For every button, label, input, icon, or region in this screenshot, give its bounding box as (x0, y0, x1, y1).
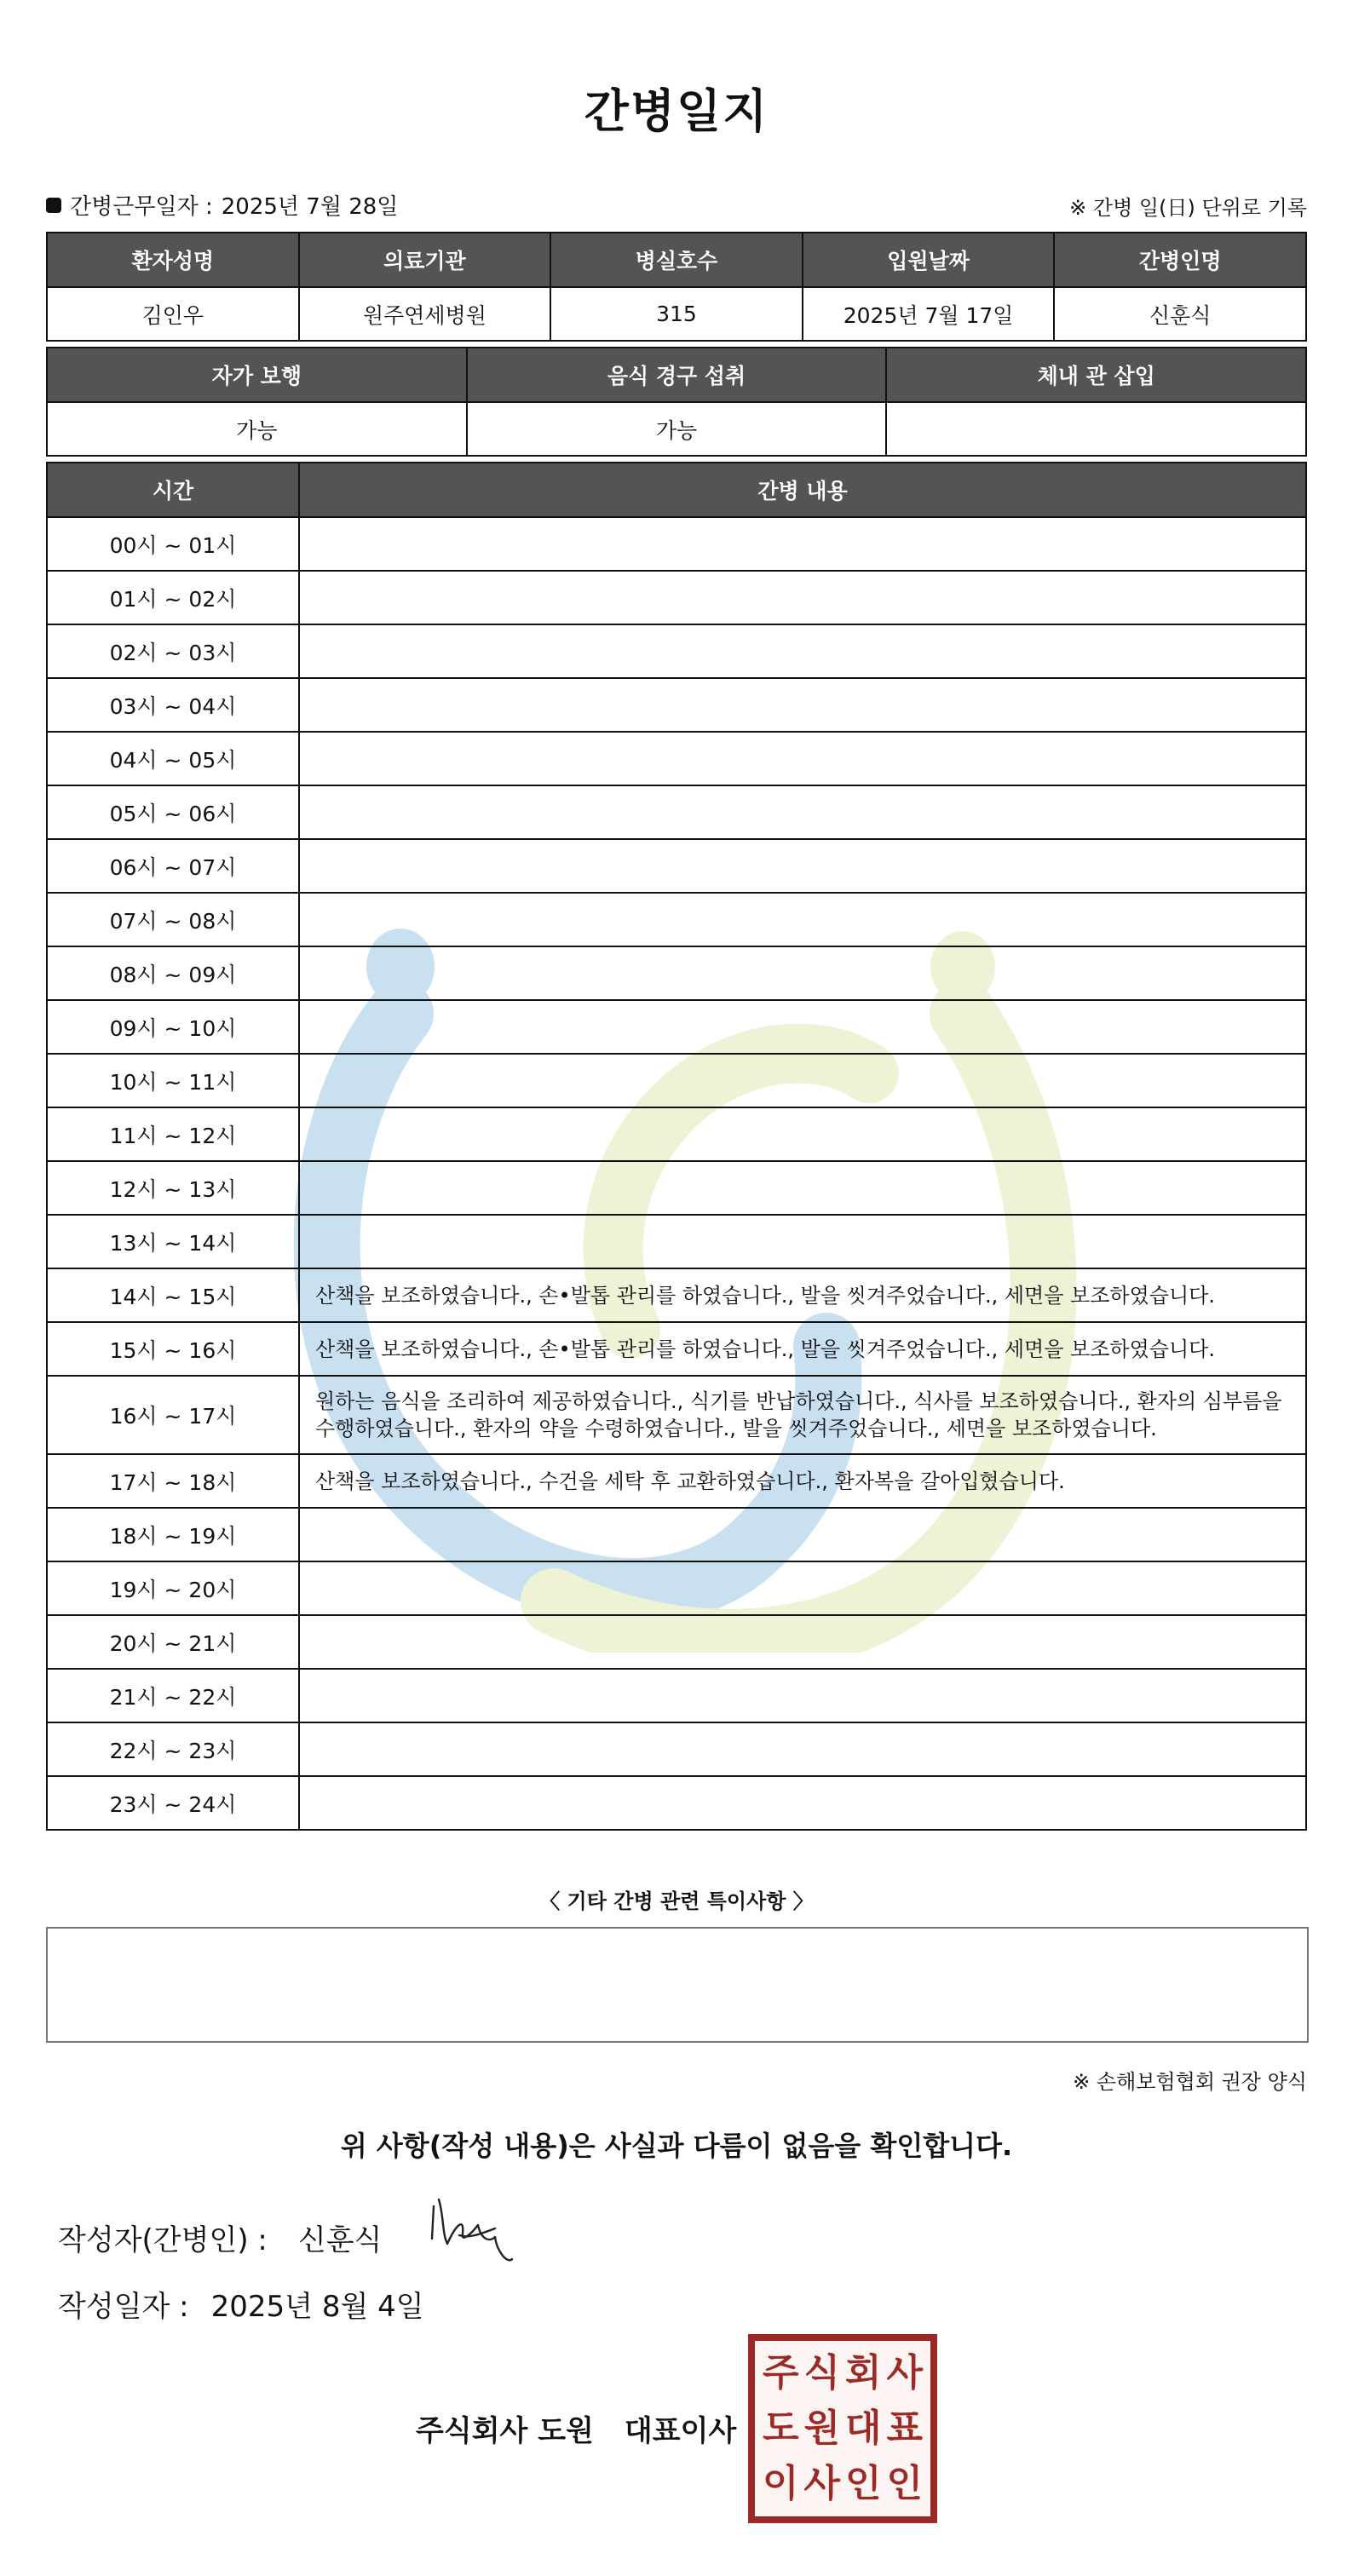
log-time: 03시 ~ 04시 (47, 678, 299, 732)
log-row (47, 839, 1306, 893)
log-row (47, 1561, 1306, 1615)
log-time: 06시 ~ 07시 (47, 839, 299, 893)
company-role: 대표이사 (624, 2414, 737, 2448)
remarks-heading: 〈 기타 간병 관련 특이사항 〉 (539, 1889, 814, 1913)
company-line (416, 2407, 736, 2449)
written-date-line (58, 2283, 424, 2325)
patient-status-table (46, 347, 1307, 457)
admission-date: 2025년 7월 17일 (803, 287, 1055, 341)
log-row (47, 1722, 1306, 1776)
log-time: 15시 ~ 16시 (47, 1322, 299, 1376)
log-content (299, 1561, 1306, 1615)
seal-character: 사 (803, 2461, 840, 2505)
log-row (47, 893, 1306, 946)
page-title: 간병일지 (584, 84, 769, 138)
log-content (299, 1722, 1306, 1776)
log-time: 07시 ~ 08시 (47, 893, 299, 946)
log-row (47, 1376, 1306, 1454)
seal-character: 인 (844, 2461, 882, 2505)
log-time: 10시 ~ 11시 (47, 1054, 299, 1107)
log-content (299, 1161, 1306, 1215)
header-room: 병실호수 (550, 233, 803, 287)
log-time: 20시 ~ 21시 (47, 1615, 299, 1669)
log-content (299, 1215, 1306, 1268)
log-row (47, 624, 1306, 678)
log-time: 16시 ~ 17시 (47, 1376, 299, 1454)
work-date-value: 2025년 7월 28일 (221, 194, 399, 220)
log-time: 17시 ~ 18시 (47, 1454, 299, 1508)
company-name: 주식회사 도원 (416, 2414, 594, 2448)
log-row (47, 1054, 1306, 1107)
log-row (47, 571, 1306, 624)
log-content (299, 1615, 1306, 1669)
log-row (47, 1161, 1306, 1215)
log-row (47, 946, 1306, 1000)
log-row (47, 1669, 1306, 1722)
header-caregiver: 간병인명 (1054, 233, 1306, 287)
log-content (299, 1669, 1306, 1722)
log-content (299, 624, 1306, 678)
handwritten-signature (422, 2191, 541, 2268)
log-row (47, 517, 1306, 571)
log-content: 산책을 보조하였습니다., 손•발톱 관리를 하였습니다., 발을 씻겨주었습니다., 세면을 보조하였습니다. (299, 1322, 1306, 1376)
company-seal (748, 2334, 937, 2523)
hospital: 원주연세병원 (299, 287, 551, 341)
log-content (299, 946, 1306, 1000)
header-walking: 자가 보행 (47, 348, 467, 402)
record-note: ※ 간병 일(日) 단위로 기록 (1069, 196, 1307, 220)
writer-name: 신훈식 (297, 2223, 383, 2257)
log-time: 08시 ~ 09시 (47, 946, 299, 1000)
log-row (47, 1454, 1306, 1508)
log-content (299, 1107, 1306, 1161)
seal-character: 대 (844, 2406, 882, 2450)
header-patient-name: 환자성명 (47, 233, 299, 287)
log-row (47, 678, 1306, 732)
form-note: ※ 손해보험협회 권장 양식 (1073, 2070, 1307, 2094)
seal-character: 인 (886, 2461, 923, 2505)
log-time: 01시 ~ 02시 (47, 571, 299, 624)
oral-intake-status: 가능 (467, 402, 887, 456)
walking-status: 가능 (47, 402, 467, 456)
header-admission-date: 입원날짜 (803, 233, 1055, 287)
header-oral-intake: 음식 경구 섭취 (467, 348, 887, 402)
seal-character: 식 (803, 2351, 840, 2395)
header-time: 시간 (47, 463, 299, 517)
log-content (299, 785, 1306, 839)
log-time: 00시 ~ 01시 (47, 517, 299, 571)
log-time: 22시 ~ 23시 (47, 1722, 299, 1776)
seal-character: 표 (886, 2406, 923, 2450)
confirmation-statement: 위 사항(작성 내용)은 사실과 다름이 없음을 확인합니다. (340, 2130, 1013, 2162)
log-time: 13시 ~ 14시 (47, 1215, 299, 1268)
log-row (47, 1268, 1306, 1322)
log-time: 11시 ~ 12시 (47, 1107, 299, 1161)
seal-character: 원 (803, 2406, 840, 2450)
written-date-value: 2025년 8월 4일 (210, 2290, 424, 2324)
log-time: 09시 ~ 10시 (47, 1000, 299, 1054)
header-hospital: 의료기관 (299, 233, 551, 287)
seal-character: 회 (844, 2351, 882, 2395)
log-content (299, 839, 1306, 893)
room-number: 315 (550, 287, 803, 341)
remarks-box (46, 1927, 1309, 2043)
log-row (47, 732, 1306, 785)
log-row (47, 1322, 1306, 1376)
work-date-label: 간병근무일자 : (70, 194, 213, 220)
log-content: 원하는 음식을 조리하여 제공하였습니다., 식기를 반납하였습니다., 식사를 보조하였습니다., 환자의 심부름을 수행하였습니다., 환자의 약을 수령하였습니다., 발을 씻겨주었습니다., 세면을 보조하였습니다. (299, 1376, 1306, 1454)
writer-label: 작성자(간병인) : (58, 2223, 268, 2257)
seal-character: 주 (762, 2351, 799, 2395)
patient-info-table (46, 232, 1307, 342)
log-row (47, 785, 1306, 839)
work-date (46, 189, 398, 221)
log-row (47, 1215, 1306, 1268)
log-time: 12시 ~ 13시 (47, 1161, 299, 1215)
log-time: 04시 ~ 05시 (47, 732, 299, 785)
written-date-label: 작성일자 : (58, 2290, 189, 2324)
log-content (299, 571, 1306, 624)
log-content (299, 1054, 1306, 1107)
log-time: 14시 ~ 15시 (47, 1268, 299, 1322)
log-content: 산책을 보조하였습니다., 수건을 세탁 후 교환하였습니다., 환자복을 갈아입혔습니다. (299, 1454, 1306, 1508)
patient-name: 김인우 (47, 287, 299, 341)
seal-character: 이 (762, 2461, 799, 2505)
log-content (299, 1000, 1306, 1054)
log-content (299, 1508, 1306, 1561)
log-row (47, 1615, 1306, 1669)
seal-character: 사 (886, 2351, 923, 2395)
log-time: 19시 ~ 20시 (47, 1561, 299, 1615)
log-time: 18시 ~ 19시 (47, 1508, 299, 1561)
bullet-square-icon (46, 198, 61, 213)
log-time: 21시 ~ 22시 (47, 1669, 299, 1722)
caregiver-name: 신훈식 (1054, 287, 1306, 341)
log-content (299, 893, 1306, 946)
log-content (299, 732, 1306, 785)
log-time: 05시 ~ 06시 (47, 785, 299, 839)
log-time: 02시 ~ 03시 (47, 624, 299, 678)
header-care-content: 간병 내용 (299, 463, 1306, 517)
log-content (299, 1776, 1306, 1830)
seal-character: 도 (762, 2406, 799, 2450)
log-content (299, 517, 1306, 571)
log-row (47, 1776, 1306, 1830)
care-log-table (46, 462, 1307, 1831)
log-row (47, 1107, 1306, 1161)
log-row (47, 1508, 1306, 1561)
log-time: 23시 ~ 24시 (47, 1776, 299, 1830)
log-content (299, 678, 1306, 732)
header-tube: 체내 관 삽입 (886, 348, 1306, 402)
writer-line (58, 2217, 382, 2258)
log-content: 산책을 보조하였습니다., 손•발톱 관리를 하였습니다., 발을 씻겨주었습니다., 세면을 보조하였습니다. (299, 1268, 1306, 1322)
log-row (47, 1000, 1306, 1054)
tube-status (886, 402, 1306, 456)
